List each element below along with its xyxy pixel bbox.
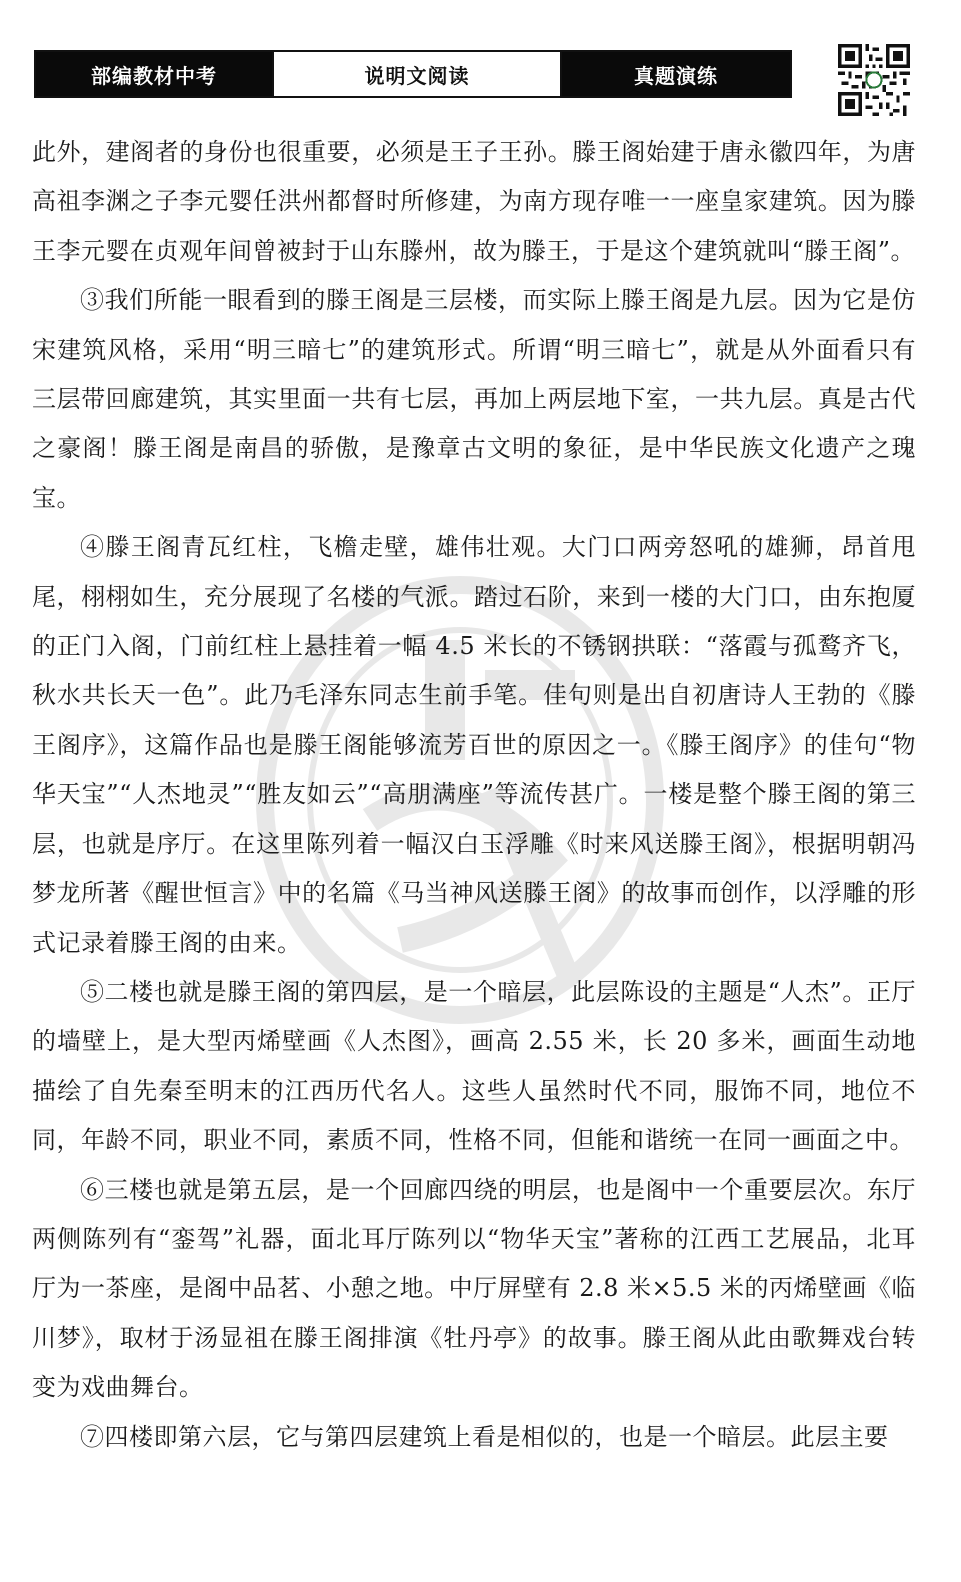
paragraph-5: ⑤二楼也就是滕王阁的第四层，是一个暗层，此层陈设的主题是“人杰”。正厅的墙壁上，是大型丙烯壁画《人杰图》，画高 2.55 米，长 20 多米，画面生动地描绘了自先秦至明末的江西历代名人。这些人虽然时代不同，服饰不同，地位不同，年龄不同，职业不同，素质不同，性格不同，但能和谐统一在同一画面之中。 [32, 977, 916, 1155]
paragraph-4: ④滕王阁青瓦红柱，飞檐走壁，雄伟壮观。大门口两旁怒吼的雄狮，昂首甩尾，栩栩如生，充分展现了名楼的气派。踏过石阶，来到一楼的大门口，由东抱厦的正门入阁，门前红柱上悬挂着一幅 4.5 米长的不锈钢拱联：“落霞与孤鹜齐飞，秋水共长天一色”。此乃毛泽东同志生前手笔。佳句则是出自初唐诗人王勃的《滕王阁序》，这篇作品也是滕王阁能够流芳百世的原因之一。《滕王阁序》的佳句“物华天宝”“人杰地灵”“胜友如云”“高朋满座”等流传甚广。一楼是整个滕王阁的第三层，也就是序厅。在这里陈列着一幅汉白玉浮雕《时来风送滕王阁》，根据明朝冯梦龙所著《醒世恒言》中的名篇《马当神风送滕王阁》的故事而创作，以浮雕的形式记录着滕王阁的由来。 [32, 533, 916, 957]
header-left-tab: 部编教材中考 [36, 52, 272, 96]
paragraph-continuation: 此外，建阁者的身份也很重要，必须是王子王孙。滕王阁始建于唐永徽四年，为唐高祖李渊之子李元婴任洪州都督时所修建，为南方现存唯一一座皇家建筑。因为滕王李元婴在贞观年间曾被封于山东滕州，故为滕王，于是这个建筑就叫“滕王阁”。 [32, 138, 916, 265]
header-center-tab: 说明文阅读 [272, 52, 562, 96]
header-right-tab: 真题演练 [562, 52, 790, 96]
article-body [32, 128, 916, 1462]
paragraph-6: ⑥三楼也就是第五层，是一个回廊四绕的明层，也是阁中一个重要层次。东厅两侧陈列有“銮驾”礼器，面北耳厅陈列以“物华天宝”著称的江西工艺展品，北耳厅为一茶座，是阁中品茗、小憩之地。中厅屏壁有 2.8 米×5.5 米的丙烯壁画《临川梦》，取材于汤显祖在滕王阁排演《牡丹亭》的故事。滕王阁从此由歌舞戏台转变为戏曲舞台。 [32, 1175, 916, 1402]
paragraph-7: ⑦四楼即第六层，它与第四层建筑上看是相似的，也是一个暗层。此层主要 [80, 1422, 889, 1451]
header-bar [34, 50, 792, 98]
qr-code-icon [838, 44, 910, 116]
paragraph-3: ③我们所能一眼看到的滕王阁是三层楼，而实际上滕王阁是九层。因为它是仿宋建筑风格，采用“明三暗七”的建筑形式。所谓“明三暗七”，就是从外面看只有三层带回廊建筑，其实里面一共有七层，再加上两层地下室，一共九层。真是古代之豪阁！滕王阁是南昌的骄傲，是豫章古文明的象征，是中华民族文化遗产之瑰宝。 [32, 286, 916, 512]
